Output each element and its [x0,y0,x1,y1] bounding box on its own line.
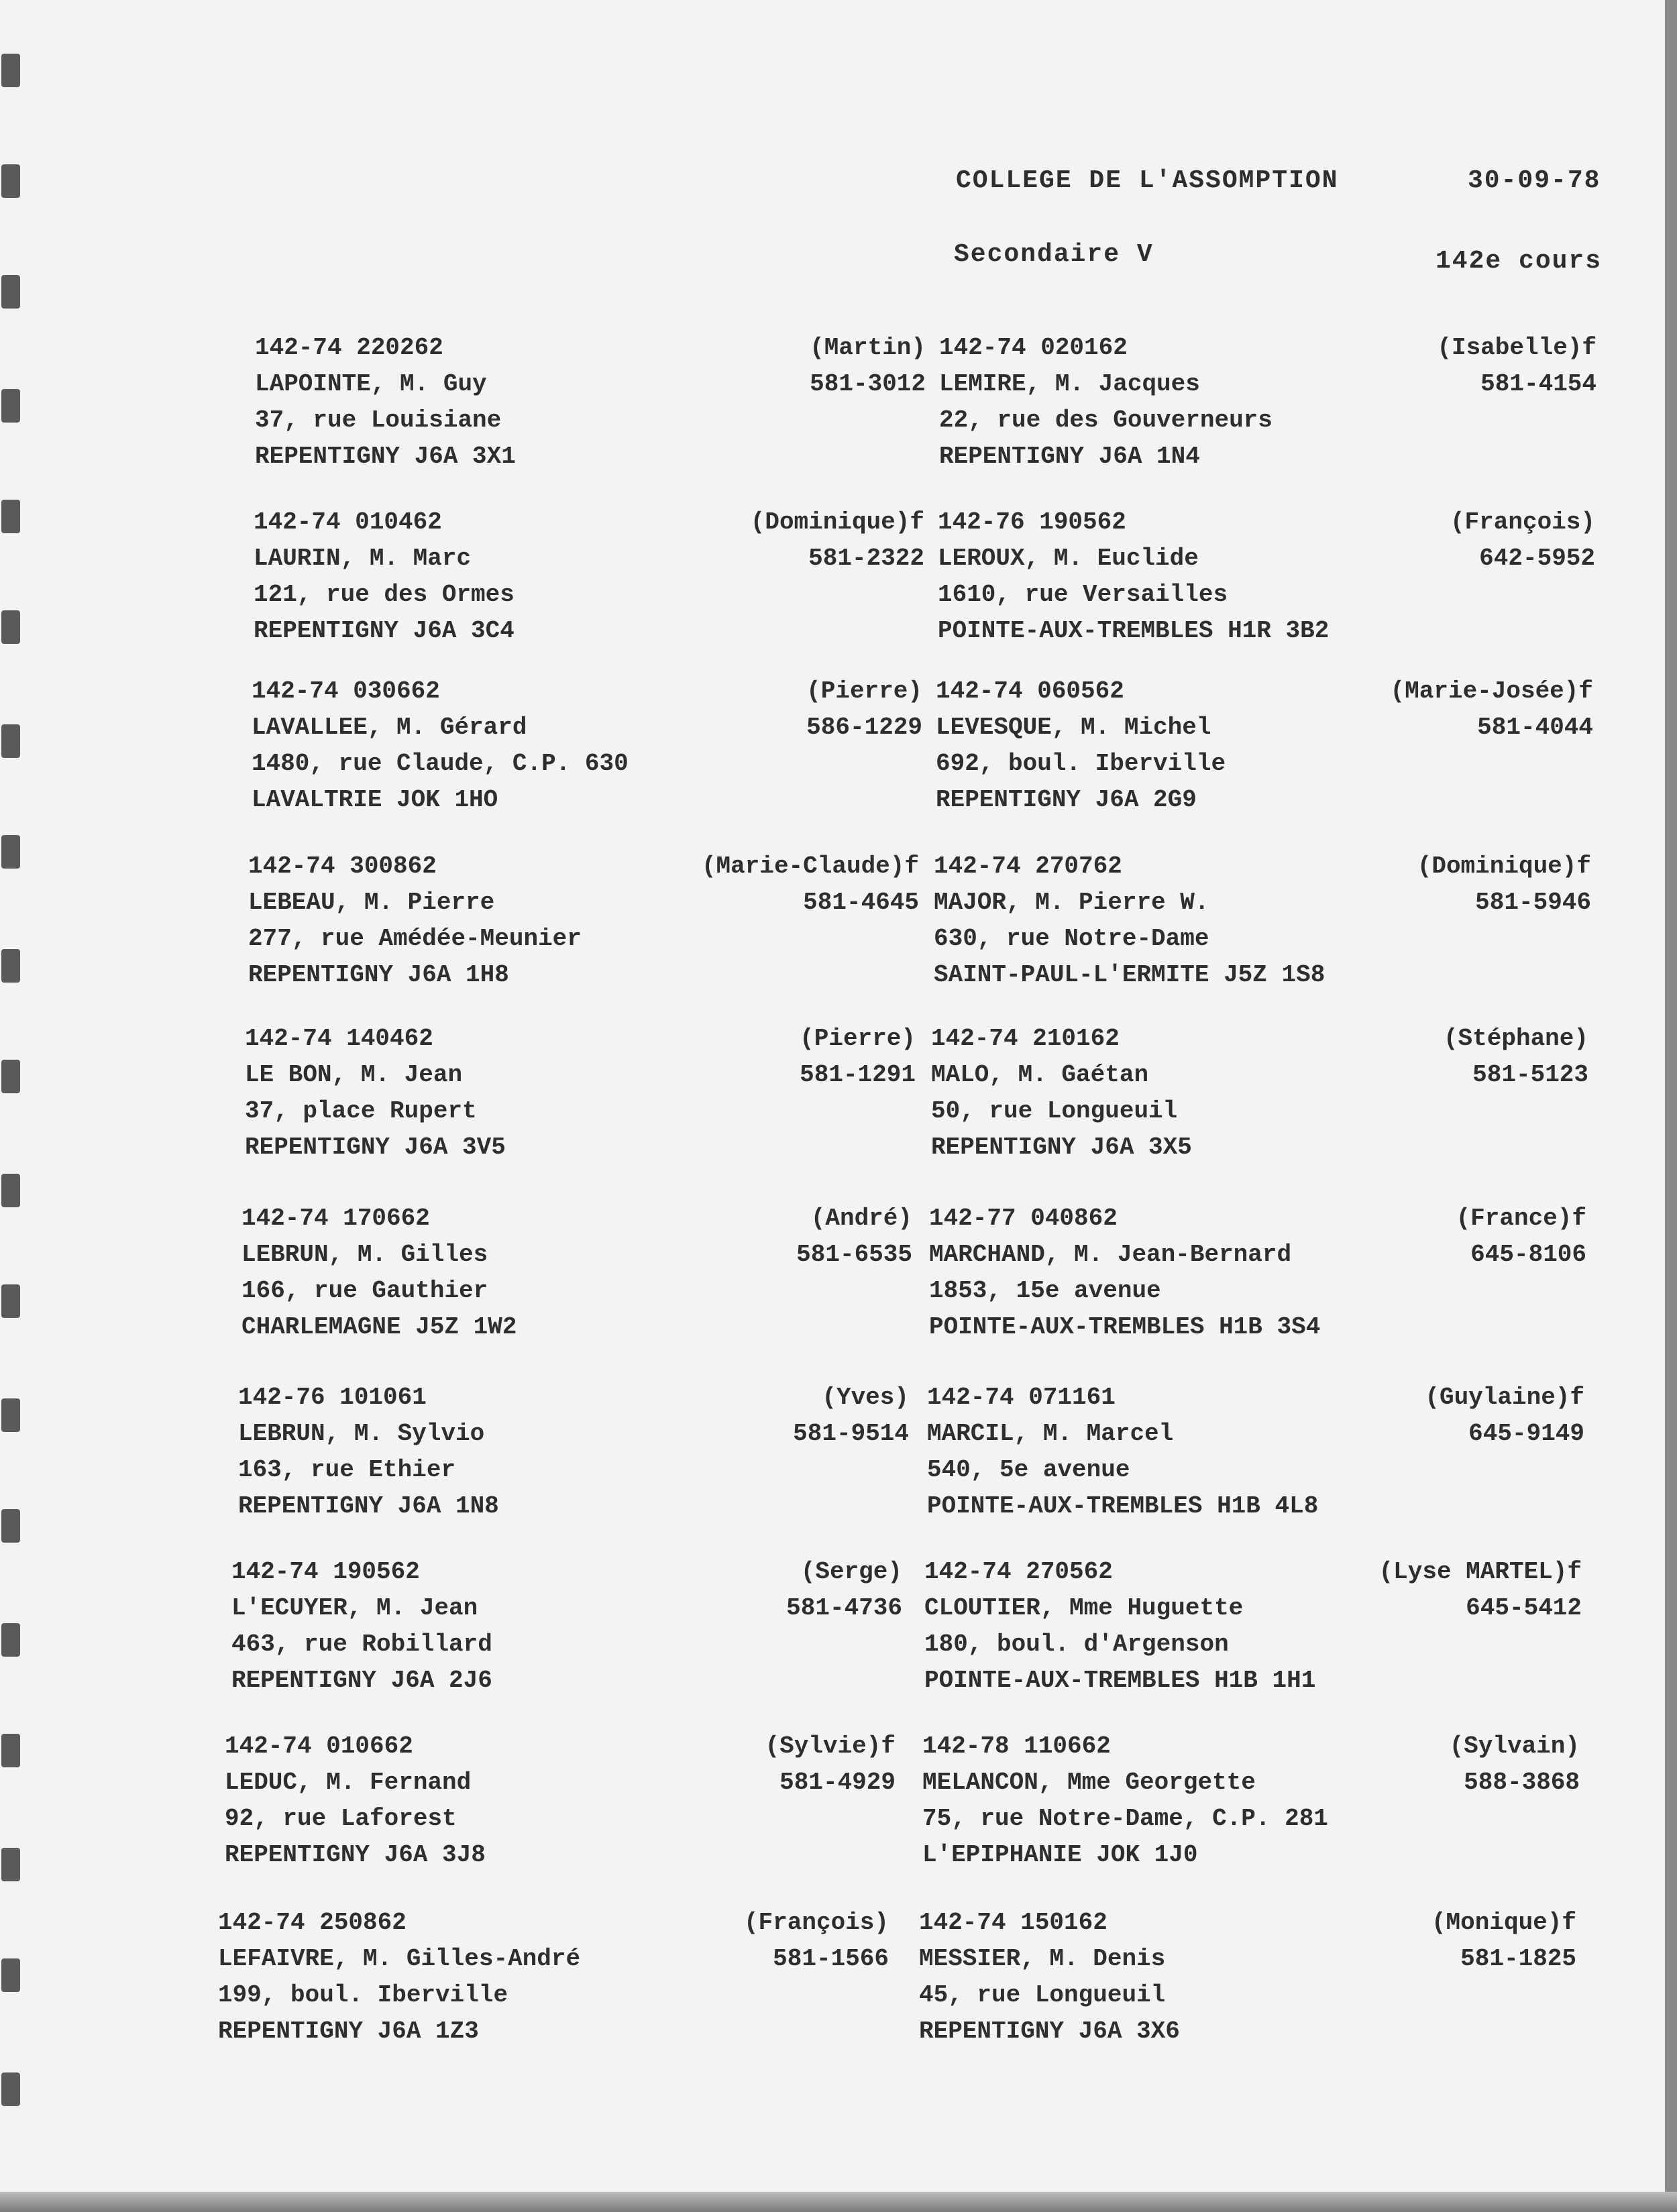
binding-hole [1,54,20,87]
entry-city: POINTE-AUX-TREMBLES H1B 1H1 [924,1667,1316,1694]
entry-name: LEMIRE, M. Jacques [939,370,1200,398]
directory-entry [934,848,1591,1016]
entry-child: (Guylaine)f [1425,1384,1584,1411]
entry-street: 692, boul. Iberville [936,750,1226,777]
entry-name: LEDUC, M. Fernand [225,1769,472,1796]
binding-hole [1,389,20,423]
entry-phone: 581-2322 [808,545,924,572]
entry-contact [810,330,926,402]
entry-phone: 586-1229 [806,714,922,741]
entry-street: 22, rue des Gouverneurs [939,406,1273,434]
entry-city: POINTE-AUX-TREMBLES H1R 3B2 [938,617,1330,645]
binding-hole [1,1174,20,1207]
entry-city: REPENTIGNY J6A 3V5 [245,1133,506,1161]
entry-street: 45, rue Longueuil [919,1981,1166,2009]
entry-child: (Sylvie)f [765,1732,896,1760]
binding-hole [1,500,20,533]
course-number: 142e cours [1436,247,1603,276]
entry-street: 463, rue Robillard [231,1630,492,1658]
directory-entry [241,1201,912,1368]
entry-name: LEBRUN, M. Gilles [241,1241,488,1268]
directory-entry [245,1021,916,1188]
entry-name: LAVALLEE, M. Gérard [252,714,527,741]
binding-hole [1,275,20,309]
entry-phone: 581-1291 [800,1061,916,1089]
entry-id: 142-74 010462 [254,508,442,536]
entry-phone: 581-6535 [796,1241,912,1268]
binding-hole [1,164,20,198]
binding-hole [1,1284,20,1318]
entry-street: 630, rue Notre-Dame [934,925,1209,952]
binding-hole [1,724,20,758]
entry-id: 142-74 020162 [939,334,1128,362]
directory-entry [922,1728,1580,1896]
entry-id: 142-77 040862 [929,1205,1118,1232]
document-date: 30-09-78 [1468,166,1601,195]
directory-entry [254,504,924,672]
entry-street: 1610, rue Versailles [938,581,1228,608]
entry-contact [1425,1380,1584,1452]
entry-child: (Martin) [810,334,926,362]
binding-hole [1,835,20,869]
entry-contact [1431,1905,1576,1977]
entry-contact [1456,1201,1586,1273]
entry-city: LAVALTRIE JOK 1HO [252,786,498,814]
entry-id: 142-74 150162 [919,1909,1107,1936]
entry-contact [751,504,924,577]
entry-street: 277, rue Amédée-Meunier [248,925,582,952]
entry-city: REPENTIGNY J6A 1Z3 [218,2017,479,2045]
entry-child: (Monique)f [1431,1909,1576,1936]
entry-contact [765,1728,896,1801]
directory-entry [218,1905,889,2072]
directory-entry [938,504,1595,672]
entry-id: 142-74 270762 [934,852,1122,880]
entry-city: REPENTIGNY J6A 1N4 [939,443,1200,470]
grade-level: Secondaire V [954,240,1154,269]
binding-hole [1,1848,20,1881]
entry-contact [800,1021,916,1093]
entry-phone: 581-5123 [1472,1061,1588,1089]
directory-entry [936,673,1593,841]
entry-contact [1379,1554,1582,1626]
directory-entry [924,1554,1582,1722]
entry-id: 142-74 140462 [245,1025,433,1052]
entry-phone: 581-4044 [1477,714,1593,741]
entry-city: REPENTIGNY J6A 3X5 [931,1133,1192,1161]
binding-hole [1,1958,20,1992]
entry-id: 142-74 210162 [931,1025,1120,1052]
entry-id: 142-74 030662 [252,677,440,705]
entry-name: LEBRUN, M. Sylvio [238,1420,485,1447]
entry-contact [1437,330,1597,402]
entry-name: MALO, M. Gaétan [931,1061,1149,1089]
entry-contact [1450,1728,1580,1801]
entry-child: (Pierre) [806,677,922,705]
entry-phone: 581-4154 [1480,370,1597,398]
binding-hole [1,1734,20,1767]
entry-city: REPENTIGNY J6A 3X1 [255,443,516,470]
entry-child: (Sylvain) [1449,1732,1580,1760]
entry-child: (Pierre) [800,1025,916,1052]
entry-name: MAJOR, M. Pierre W. [934,889,1209,916]
entry-name: LAURIN, M. Marc [254,545,472,572]
binding-hole [1,1060,20,1093]
entry-child: (Serge) [800,1558,902,1586]
directory-entry [225,1728,896,1896]
entry-city: CHARLEMAGNE J5Z 1W2 [241,1313,517,1341]
page-shadow [0,2192,1677,2212]
entry-name: LEFAIVRE, M. Gilles-André [218,1945,581,1973]
entry-city: SAINT-PAUL-L'ERMITE J5Z 1S8 [934,961,1326,989]
binding-hole [1,949,20,983]
entry-child: (Isabelle)f [1437,334,1597,362]
entry-contact [1444,1021,1588,1093]
entry-contact [786,1554,902,1626]
entry-city: REPENTIGNY J6A 2J6 [231,1667,492,1694]
entry-street: 37, place Rupert [245,1097,477,1125]
entry-street: 540, 5e avenue [927,1456,1130,1484]
entry-id: 142-74 300862 [248,852,437,880]
entry-id: 142-74 190562 [231,1558,420,1586]
entry-id: 142-74 170662 [241,1205,430,1232]
entry-child: (Marie-Claude)f [701,852,919,880]
entry-city: POINTE-AUX-TREMBLES H1B 4L8 [927,1492,1319,1520]
entry-name: LEVESQUE, M. Michel [936,714,1211,741]
entry-child: (Dominique)f [750,508,924,536]
entry-name: LAPOINTE, M. Guy [255,370,487,398]
entry-city: POINTE-AUX-TREMBLES H1B 3S4 [929,1313,1321,1341]
entry-name: MARCIL, M. Marcel [927,1420,1174,1447]
entry-phone: 581-5946 [1475,889,1591,916]
entry-street: 75, rue Notre-Dame, C.P. 281 [922,1805,1328,1832]
binding-hole [1,1623,20,1657]
binding-hole [1,2072,20,2106]
entry-contact [796,1201,912,1273]
directory-entry [238,1380,909,1547]
entry-id: 142-74 250862 [218,1909,407,1936]
entry-phone: 581-3012 [810,370,926,398]
entry-contact [702,848,919,921]
directory-entry [248,848,919,1016]
entry-contact [793,1380,909,1452]
entry-child: (Yves) [822,1384,909,1411]
entry-id: 142-78 110662 [922,1732,1111,1760]
entry-id: 142-74 060562 [936,677,1124,705]
entry-child: (André) [810,1205,912,1232]
entry-child: (François) [743,1909,889,1936]
entry-street: 92, rue Laforest [225,1805,457,1832]
entry-phone: 645-5412 [1466,1594,1582,1622]
directory-entry [939,330,1597,498]
entry-child: (François) [1450,508,1595,536]
entry-contact [744,1905,889,1977]
entry-street: 1853, 15e avenue [929,1277,1161,1305]
entry-name: L'ECUYER, M. Jean [231,1594,478,1622]
entry-contact [1450,504,1595,577]
entry-city: REPENTIGNY J6A 1N8 [238,1492,499,1520]
entry-city: REPENTIGNY J6A 3J8 [225,1841,486,1869]
entry-street: 1480, rue Claude, C.P. 630 [252,750,629,777]
entry-name: LEBEAU, M. Pierre [248,889,495,916]
entry-phone: 645-9149 [1468,1420,1584,1447]
entry-street: 37, rue Louisiane [255,406,502,434]
entry-street: 199, boul. Iberville [218,1981,508,2009]
directory-entry [252,673,922,841]
entry-street: 121, rue des Ormes [254,581,515,608]
binding-hole [1,1509,20,1543]
entry-name: CLOUTIER, Mme Huguette [924,1594,1244,1622]
entry-street: 180, boul. d'Argenson [924,1630,1229,1658]
entry-id: 142-76 190562 [938,508,1126,536]
entry-city: REPENTIGNY J6A 1H8 [248,961,509,989]
entry-id: 142-74 270562 [924,1558,1113,1586]
binding-hole [1,610,20,644]
school-name: COLLEGE DE L'ASSOMPTION [956,166,1339,195]
directory-entry [231,1554,902,1722]
entry-phone: 645-8106 [1470,1241,1586,1268]
entry-id: 142-74 071161 [927,1384,1116,1411]
entry-city: REPENTIGNY J6A 2G9 [936,786,1197,814]
entry-child: (Dominique)f [1417,852,1591,880]
entry-street: 166, rue Gauthier [241,1277,488,1305]
entry-phone: 581-1825 [1460,1945,1576,1973]
entry-name: MESSIER, M. Denis [919,1945,1166,1973]
directory-entry [255,330,926,498]
directory-entry [929,1201,1586,1368]
entry-name: MARCHAND, M. Jean-Bernard [929,1241,1292,1268]
entry-name: LEROUX, M. Euclide [938,545,1199,572]
entry-phone: 642-5952 [1479,545,1595,572]
entry-phone: 581-4736 [786,1594,902,1622]
entry-phone: 588-3868 [1464,1769,1580,1796]
entry-phone: 581-4929 [779,1769,896,1796]
entry-phone: 581-1566 [773,1945,889,1973]
entry-child: (France)f [1456,1205,1586,1232]
entry-city: L'EPIPHANIE JOK 1J0 [922,1841,1198,1869]
entry-city: REPENTIGNY J6A 3C4 [254,617,515,645]
entry-street: 163, rue Ethier [238,1456,456,1484]
entry-id: 142-74 010662 [225,1732,413,1760]
entry-name: MELANCON, Mme Georgette [922,1769,1256,1796]
entry-id: 142-74 220262 [255,334,443,362]
directory-entry [931,1021,1588,1188]
entry-city: REPENTIGNY J6A 3X6 [919,2017,1180,2045]
entry-name: LE BON, M. Jean [245,1061,463,1089]
entry-street: 50, rue Longueuil [931,1097,1178,1125]
entry-contact [1417,848,1591,921]
entry-phone: 581-4645 [803,889,919,916]
directory-entry [927,1380,1584,1547]
entry-child: (Lyse MARTEL)f [1378,1558,1582,1586]
entry-child: (Stéphane) [1443,1025,1588,1052]
directory-entry [919,1905,1576,2072]
entry-contact [1391,673,1593,746]
entry-id: 142-76 101061 [238,1384,427,1411]
binding-hole [1,1398,20,1432]
entry-child: (Marie-Josée)f [1390,677,1593,705]
entry-phone: 581-9514 [793,1420,909,1447]
entry-contact [806,673,922,746]
